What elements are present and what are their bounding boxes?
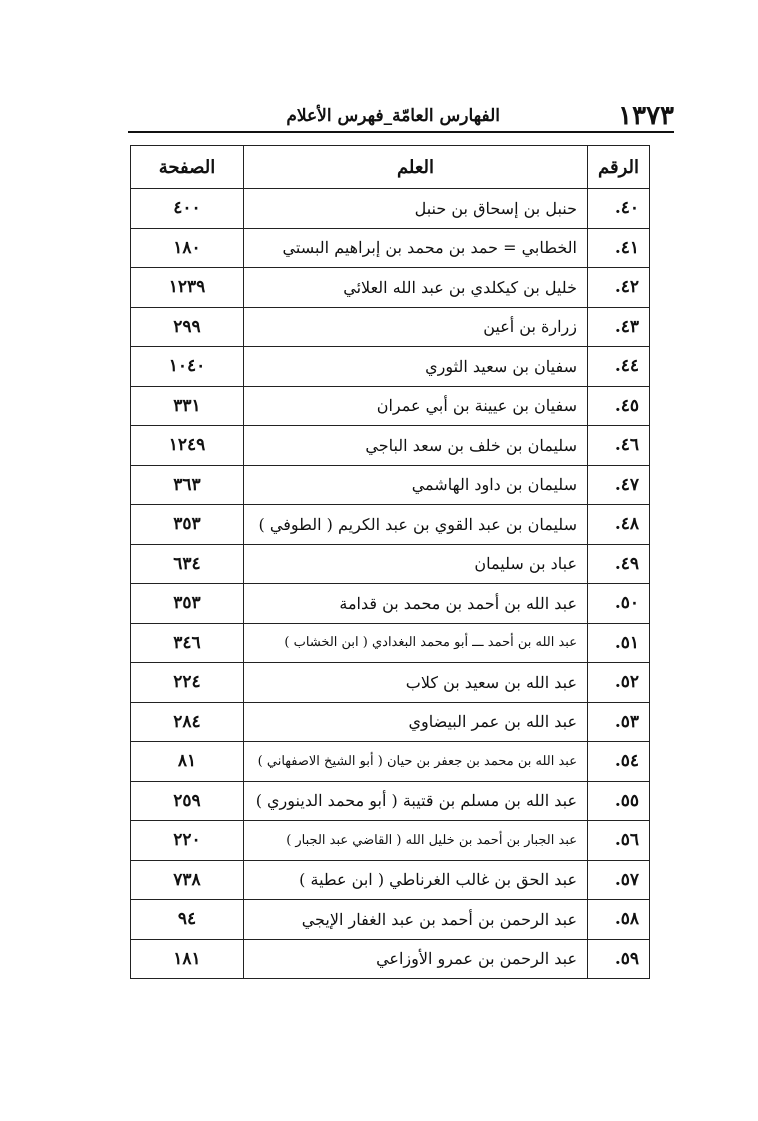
table-row (131, 702, 650, 742)
page-header (128, 100, 674, 130)
row-name: عبد الله بن سعيد بن كلاب (244, 663, 588, 703)
row-number: ٥٦. (588, 821, 650, 861)
header-rule (128, 131, 674, 133)
row-page: ٢٢٠ (131, 821, 244, 861)
row-number: ٥٢. (588, 663, 650, 703)
row-page: ١٨٠ (131, 228, 244, 268)
row-number: ٥٠. (588, 584, 650, 624)
table-row (131, 742, 650, 782)
row-name: سفيان بن عيينة بن أبي عمران (244, 386, 588, 426)
row-number: ٤٤. (588, 347, 650, 387)
row-page: ٢٥٩ (131, 781, 244, 821)
column-header-name: العلم (244, 146, 588, 189)
row-page: ٦٣٤ (131, 544, 244, 584)
row-page: ٤٠٠ (131, 189, 244, 229)
table-row (131, 268, 650, 308)
row-page: ١٨١ (131, 939, 244, 979)
row-number: ٤٢. (588, 268, 650, 308)
row-number: ٥٤. (588, 742, 650, 782)
row-page: ٩٤ (131, 900, 244, 940)
table-row (131, 860, 650, 900)
table-row (131, 386, 650, 426)
table-row (131, 307, 650, 347)
table-row (131, 465, 650, 505)
row-number: ٤٣. (588, 307, 650, 347)
row-page: ١٢٤٩ (131, 426, 244, 466)
row-name: سليمان بن داود الهاشمي (244, 465, 588, 505)
row-page: ٣٥٣ (131, 505, 244, 545)
row-page: ٣٥٣ (131, 584, 244, 624)
row-page: ٢٩٩ (131, 307, 244, 347)
row-number: ٥٣. (588, 702, 650, 742)
row-name: سليمان بن عبد القوي بن عبد الكريم ( الطوفي ) (244, 505, 588, 545)
row-number: ٤٦. (588, 426, 650, 466)
row-name: عبد الله بن عمر البيضاوي (244, 702, 588, 742)
table-row (131, 623, 650, 663)
row-name: عبد الرحمن بن عمرو الأوزاعي (244, 939, 588, 979)
row-name: عبد الجبار بن أحمد بن خليل الله ( القاضي عبد الجبار ) (244, 821, 588, 861)
row-number: ٤٨. (588, 505, 650, 545)
row-name: عبد الله بن محمد بن جعفر بن حيان ( أبو الشيخ الاصفهاني ) (244, 742, 588, 782)
table-row (131, 939, 650, 979)
row-number: ٤٥. (588, 386, 650, 426)
row-name: الخطابي = حمد بن محمد بن إبراهيم البستي (244, 228, 588, 268)
table-row (131, 781, 650, 821)
row-page: ٣٤٦ (131, 623, 244, 663)
row-page: ١٢٣٩ (131, 268, 244, 308)
column-header-page: الصفحة (131, 146, 244, 189)
row-name: عباد بن سليمان (244, 544, 588, 584)
row-page: ١٠٤٠ (131, 347, 244, 387)
page-number: ١٣٧٣ (618, 101, 674, 131)
row-number: ٤٩. (588, 544, 650, 584)
row-number: ٥٨. (588, 900, 650, 940)
row-number: ٥٩. (588, 939, 650, 979)
row-name: عبد الحق بن غالب الغرناطي ( ابن عطية ) (244, 860, 588, 900)
table-header-row (131, 146, 650, 189)
table-row (131, 900, 650, 940)
table-row (131, 821, 650, 861)
row-name: سفيان بن سعيد الثوري (244, 347, 588, 387)
row-name: حنبل بن إسحاق بن حنبل (244, 189, 588, 229)
row-name: عبد الله بن مسلم بن قتيبة ( أبو محمد الدينوري ) (244, 781, 588, 821)
row-page: ٨١ (131, 742, 244, 782)
row-name: عبد الله بن أحمد بن محمد بن قدامة (244, 584, 588, 624)
table-row (131, 189, 650, 229)
table-row (131, 426, 650, 466)
row-number: ٥٥. (588, 781, 650, 821)
row-page: ٢٢٤ (131, 663, 244, 703)
column-header-number: الرقم (588, 146, 650, 189)
running-title: الفهارس العامّة_فهرس الأعلام (286, 106, 500, 126)
row-number: ٤١. (588, 228, 650, 268)
row-name: عبد الرحمن بن أحمد بن عبد الغفار الإيجي (244, 900, 588, 940)
row-page: ٣٣١ (131, 386, 244, 426)
table-row (131, 347, 650, 387)
row-number: ٥١. (588, 623, 650, 663)
row-name: سليمان بن خلف بن سعد الباجي (244, 426, 588, 466)
row-name: خليل بن كيكلدي بن عبد الله العلائي (244, 268, 588, 308)
table-row (131, 584, 650, 624)
row-number: ٤٧. (588, 465, 650, 505)
table-row (131, 228, 650, 268)
row-number: ٥٧. (588, 860, 650, 900)
table-row (131, 505, 650, 545)
row-page: ٢٨٤ (131, 702, 244, 742)
row-number: ٤٠. (588, 189, 650, 229)
row-name: زرارة بن أعين (244, 307, 588, 347)
table-row (131, 663, 650, 703)
index-table (130, 145, 650, 979)
table-row (131, 544, 650, 584)
row-name: عبد الله بن أحمد ـــ أبو محمد البغدادي ( ابن الخشاب ) (244, 623, 588, 663)
row-page: ٧٣٨ (131, 860, 244, 900)
row-page: ٣٦٣ (131, 465, 244, 505)
